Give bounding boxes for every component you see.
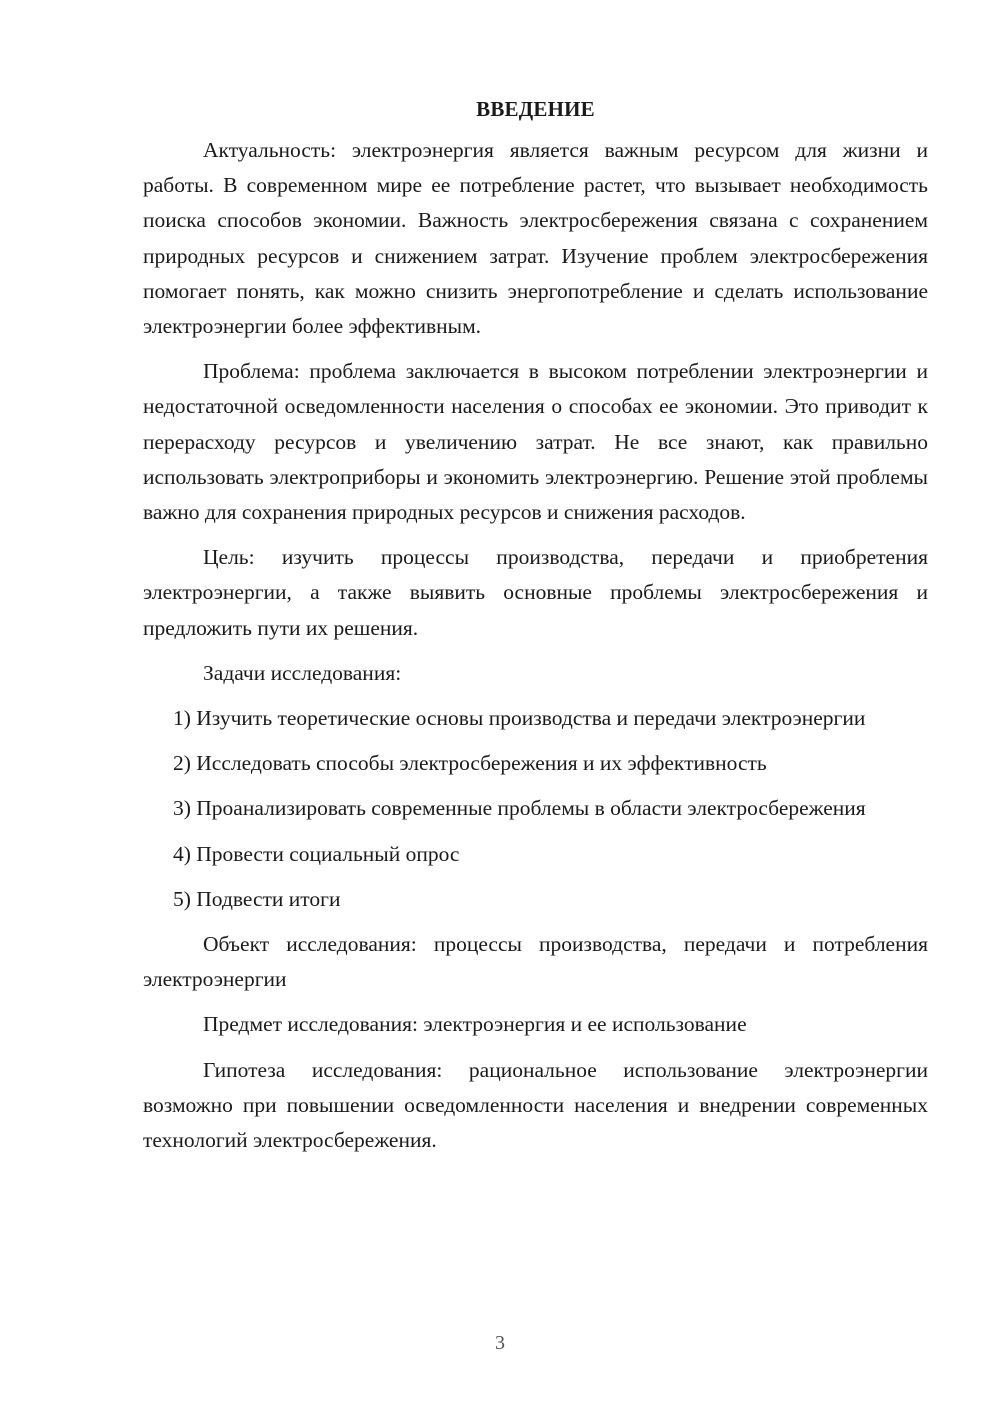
task-item: 4) Провести социальный опрос (173, 841, 460, 866)
tasks-heading: Задачи исследования: (203, 660, 402, 685)
task-item: 5) Подвести итоги (173, 886, 341, 911)
task-item: 3) Проанализировать современные проблемы в области электросбережения (173, 796, 866, 821)
document-page (143, 92, 928, 1168)
problem-paragraph: Проблема: проблема заключается в высоком потреблении электроэнергии и недостаточной осведомленности населения о способах ее экономии. Это приводит к перерасходу ресурсов и увеличению затрат. Не все знают, как правильно использовать электроприборы и экономить электроэнергию. Решение этой проблемы важно для сохранения природных ресурсов и снижения расходов. (143, 359, 928, 525)
task-item: 1) Изучить теоретические основы производства и передачи электроэнергии (173, 706, 866, 731)
hypothesis-paragraph: Гипотеза исследования: рациональное использование электроэнергии возможно при повышении осведомленности населения и внедрении современных технологий электросбережения. (143, 1057, 928, 1153)
section-title: ВВЕДЕНИЕ (476, 97, 595, 121)
task-item: 2) Исследовать способы электросбережения и их эффективность (173, 751, 767, 776)
relevance-paragraph: Актуальность: электроэнергия является важным ресурсом для жизни и работы. В современном мире ее потребление растет, что вызывает необходимость поиска способов экономии. Важность электросбережения связана с сохранением природных ресурсов и снижением затрат. Изучение проблем электросбережения помогает понять, как можно снизить энергопотребление и сделать использование электроэнергии более эффективным. (143, 138, 928, 339)
page-number: 3 (495, 1332, 505, 1354)
goal-paragraph: Цель: изучить процессы производства, передачи и приобретения электроэнергии, а также выявить основные проблемы электросбережения и предложить пути их решения. (143, 545, 928, 640)
research-subject-paragraph: Предмет исследования: электроэнергия и ее использование (203, 1012, 747, 1037)
research-object-paragraph: Объект исследования: процессы производства, передачи и потребления электроэнергии (143, 932, 928, 992)
